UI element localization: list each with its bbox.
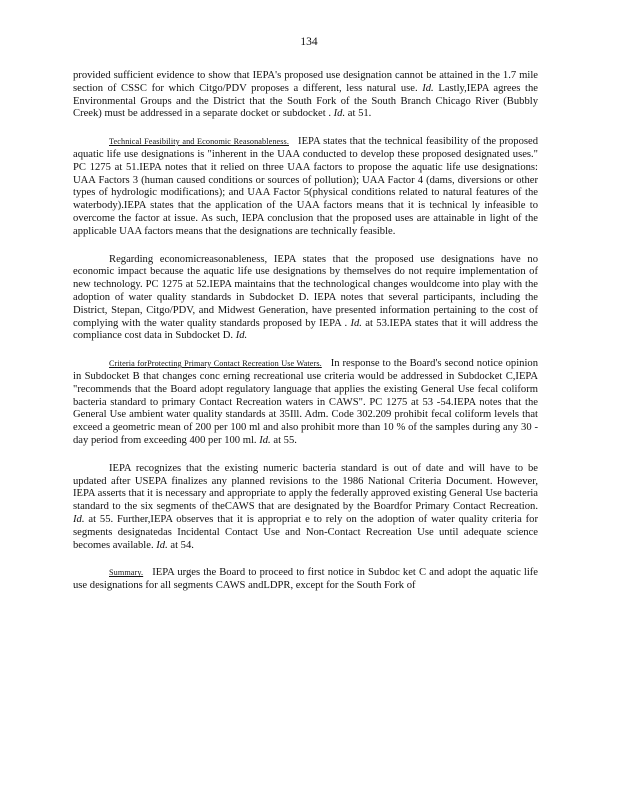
citation: Id.: [422, 82, 434, 94]
section-heading: Technical Feasibility and Economic Reasonableness.: [109, 137, 289, 147]
paragraph-text: at 51.: [347, 108, 372, 120]
section-heading: Summary.: [109, 568, 144, 578]
paragraph-text: provided sufficient evidence to show that IEPA's proposed use designation cannot be attained in the 1.7 mile section of CSSC for which Citgo/PDV proposes a different, less natural use.: [73, 70, 538, 94]
paragraph-recreation-criteria: [73, 358, 538, 448]
paragraph-economic-reasonableness: [73, 254, 538, 344]
paragraph-text: IEPA urges the Board to proceed to first notice in Subdoc ket C and adopt the aquatic life use designations for all segments CAWS andLDPR, except for the South Fork of: [73, 567, 538, 592]
paragraph-technical-feasibility: [73, 136, 538, 238]
paragraph-bacteria-standard: [73, 463, 538, 553]
paragraph-1: [73, 70, 538, 121]
paragraph-text: IEPA states that the technical feasibility of the proposed aquatic life use designations is "inherent in the UAA conducted to develop these proposed designated uses." PC 1275 at 51.IEPA notes that it relied on three UAA factors to propose the aquatic life use designations: UAA Factors 3 (human caused conditions or sources of pollution); UAA Factor 4 (dams, diversions or other types of hydrologic modifications); and UAA Factor 5(physical conditions related to natural features of the waterbody).IEPA states that the application of the UAA factors means that it is technical ly infeasible to overcome the factor at issue. As such, IEPA conclusion that the proposed uses are attainable in light of the applicable UAA factors means that the designations are technically feasible.: [73, 136, 539, 237]
paragraph-text: Lastly,IEPA agrees the Environmental Groups and the District that the South Fork of the South Branch Chicago River (Bubbly Creek) must be addressed in a separate docket or subdocket .: [73, 82, 538, 120]
citation: Id.: [350, 317, 362, 329]
citation: Id.: [333, 108, 346, 120]
document-body: [73, 70, 538, 608]
paragraph-summary: [73, 567, 538, 593]
paragraph-text: at 55. Further,IEPA observes that it is appropriat e to rely on the adoption of water quality criteria for segments designatedas Incidental Contact Use and Non-Contact Recreation Use until adequate science becomes available.: [73, 513, 539, 551]
section-heading: Criteria forProtecting Primary Contact Recreation Use Waters.: [109, 359, 322, 369]
paragraph-text: at 54.: [170, 539, 194, 551]
paragraph-text: In response to the Board's second notice opinion in Subdocket B that changes conc erning recreational use criteria would be addressed in Subdocket C,IEPA "recommends that the Board adopt regulatory language that applies the existing General Use fecal coliform bacteria standard to primary Contact Recreation waters in CAWS". PC 1275 at 53 -54.IEPA notes that the General Use ambient water quality standards at 35Ill. Adm. Code 302.209 prohibit fecal coliform levels that exceed a geometric mean of 200 per 100 ml and also prohibit more than 10 % of the samples during any 30 -day period from exceeding 400 per 100 ml.: [73, 358, 538, 446]
paragraph-text: at 53.IEPA states that it will address the compliance cost data in Subdocket D.: [73, 317, 539, 342]
page-number: 134: [300, 36, 318, 48]
paragraph-text: IEPA recognizes that the existing numeric bacteria standard is out of date and will have to be updated after USEPA finalizes any planned revisions to the 1986 National Criteria Document. However, IEPA asserts that it is necessary and appropriate to apply the federally approved existing General Use bacteria standard to the six segments of theCAWS that are designated by the Boardfor Primary Contact Recreation.: [73, 462, 538, 513]
citation: Id.: [73, 513, 85, 525]
citation: Id.: [259, 434, 271, 446]
paragraph-text: at 55.: [273, 434, 297, 446]
paragraph-text: Regarding economicreasonableness, IEPA states that the proposed use designations have no economic impact because the aquatic life use designations by themselves do not require implementation of new technology. PC 1275 at 52.IEPA maintains that the technological changes wouldcome into play with the adoption of water quality standards in Subdocket D. IEPA notes that several participants, including the District, Stepan, Citgo/PDV, and Midwest Generation, have presented information pertaining to the cost of complying with the water quality standards proposed by IEPA .: [73, 253, 538, 329]
citation: Id.: [156, 539, 168, 551]
citation: Id.: [235, 330, 248, 342]
